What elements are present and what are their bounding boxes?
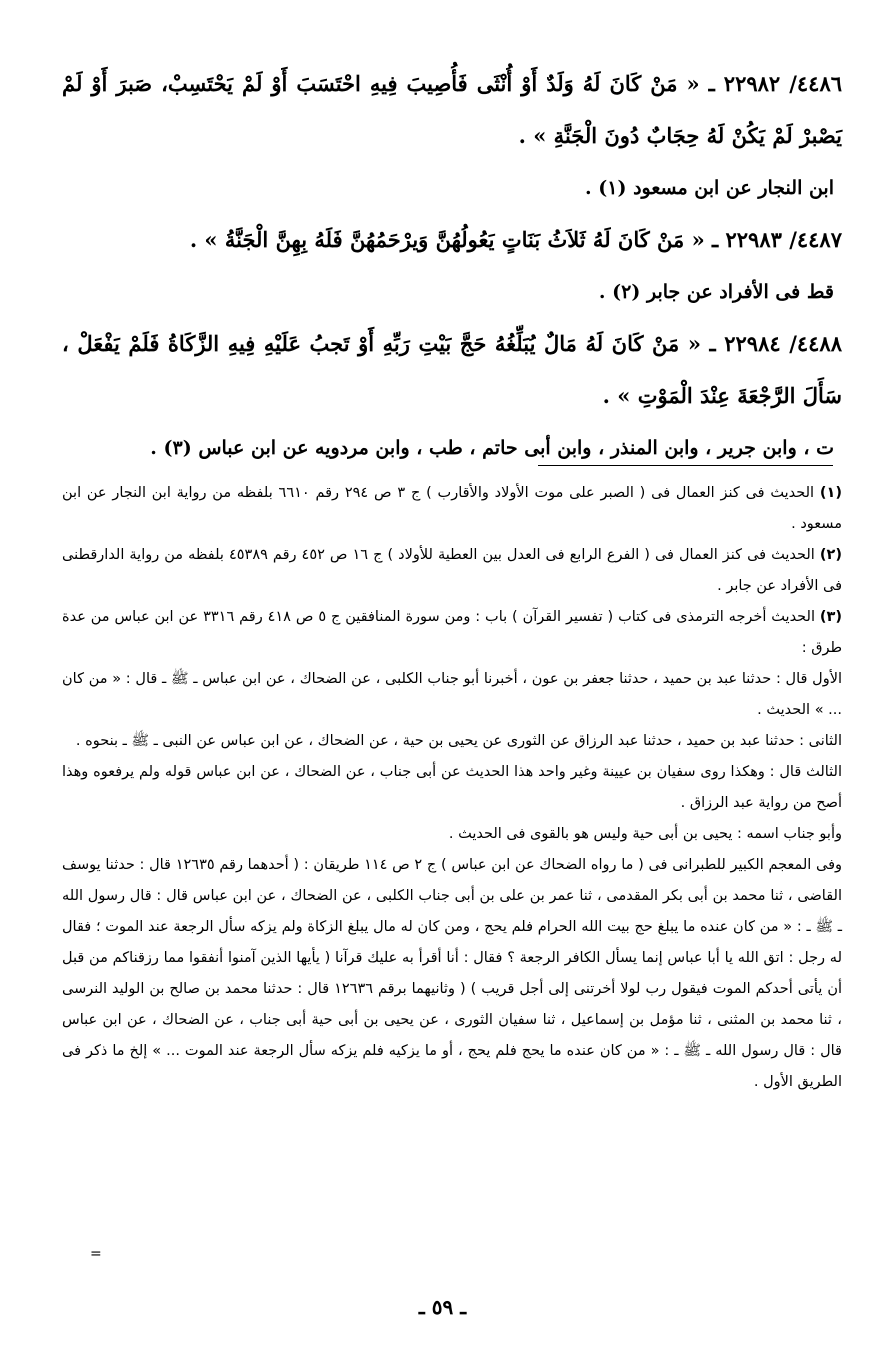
hadith-4486: ٤٤٨٦/ ٢٢٩٨٢ ـ « مَنْ كَانَ لَهُ وَلَدٌ أَوْ أُنْثَى فَأُصِيبَ فِيهِ احْتَسَبَ أَوْ لَمْ يَحْتَسِبْ، صَبرَ أَوْ لَمْ يَصْبرْ لَمْ يَكُنْ لَهُ حِجَابٌ دُونَ الْجَنَّةِ » . [62, 71, 843, 148]
hadith-4488: ٤٤٨٨/ ٢٢٩٨٤ ـ « مَنْ كَانَ لَهُ مَالٌ يُبَلِّغُهُ حَجَّ بَيْتِ رَبِّهِ أَوْ تَجبُ عَلَيْهِ فِيهِ الزَّكَاةُ فَلَمْ يَفْعَلْ ، سَأَلَ الرَّجْعَةَ عِنْدَ الْمَوْتِ » . [62, 331, 842, 408]
hadith-4487: ٤٤٨٧/ ٢٢٩٨٣ ـ « مَنْ كَانَ لَهُ ثَلاَثُ بَنَاتٍ يَعُولُهُنَّ وَيرْحَمُهُنَّ فَلَهُ بِهِنَّ الْجَنَّةُ » . [189, 227, 842, 252]
footnote-3 [62, 602, 842, 1098]
main-text [62, 58, 842, 474]
footnote-text: الحديث فى كنز العمال فى ( الصبر على موت الأولاد والأقارب ) ج ٣ ص ٢٩٤ رقم ٦٦١٠ بلفظه من رواية ابن النجار عن ابن مسعود . [62, 485, 842, 532]
footnotes [62, 478, 842, 1098]
footnote-number: (٣) [819, 609, 843, 625]
footnote-2 [62, 540, 842, 602]
footnote-text: الحديث فى كنز العمال فى ( الفرع الرابع فى العدل بين العطية للأولاد ) ج ١٦ ص ٤٥٢ رقم ٤٥٣٨٩ بلفظه من رواية الدارقطنى فى الأفراد عن جابر . [62, 547, 842, 594]
hadith-4486-source: ابن النجار عن ابن مسعود (١) . [585, 177, 834, 199]
footnote-paragraph: الثانى : حدثنا عبد بن حميد ، حدثنا عبد الرزاق عن الثورى عن يحيى بن حية ، عن الضحاك ، عن ابن عباس عن النبى ـ ﷺ ـ بنحوه . [75, 733, 842, 749]
footnote-number: (١) [819, 485, 843, 501]
footnote-number: (٢) [819, 547, 842, 563]
footnote-paragraph: وفى المعجم الكبير للطبرانى فى ( ما رواه الضحاك عن ابن عباس ) ج ٢ ص ١١٤ طريقان : ( أحدهما رقم ١٢٦٣٥ قال : حدثنا يوسف القاضى ، ثنا محمد بن أبى بكر المقدمى ، ثنا عمر بن على بن أبى جناب الكلبى ، عن الضحاك ، عن ابن عباس قال : قال رسول الله ـ ﷺ ـ : « من كان عنده ما يبلغ حج بيت الله الحرام فلم يحج ، ومن كان له مال يبلغ الزكاة ولم يزكه سأل الرجعة عند الموت ؛ فقال له رجل : اتق الله يا أبا عباس إنما يسأل الكافر الرجعة ؟ فقال : أنا أقرأ به عليك قرآنا ( يأيها الذين آمنوا أنفقوا مما رزقناكم من قبل أن يأتى أحدكم الموت فيقول رب لولا أخرتنى إلى أجل قريب ) ( وثانيهما برقم ١٢٦٣٦ قال : حدثنا محمد بن صالح بن الوليد النرسى ، ثنا محمد بن المثنى ، ثنا مؤمل بن إسماعيل ، ثنا سفيان الثورى ، عن يحيى بن أبى حية أبى جناب ، عن الضحاك ، عن ابن عباس قال : قال رسول الله ـ ﷺ ـ : « من كان عنده ما يحج فلم يحج ، أو ما يزكيه فلم يزكه سأل الرجعة عند الموت ... » إلخ ما ذكر فى الطريق الأول . [62, 857, 843, 1090]
footnote-separator [538, 465, 833, 466]
footnote-paragraph: الثالث قال : وهكذا روى سفيان بن عيينة وغير واحد هذا الحديث عن أبى جناب ، عن الضحاك ، عن ابن عباس قوله ولم يرفعوه وهذا أصح من رواية عبد الرزاق . [62, 764, 842, 811]
continuation-mark: = [90, 1246, 102, 1262]
hadith-4488-source: ت ، وابن جرير ، وابن المنذر ، وابن أبى حاتم ، طب ، وابن مردويه عن ابن عباس (٣) . [150, 437, 834, 459]
hadith-4487-source: قط فى الأفراد عن جابر (٢) . [598, 281, 834, 303]
footnote-1 [62, 478, 842, 540]
page-number: ـ ٥٩ ـ [418, 1295, 467, 1319]
footnote-paragraph: وأبو جناب اسمه : يحيى بن أبى حية وليس هو بالقوى فى الحديث . [448, 826, 842, 842]
footnote-paragraph: الأول قال : حدثنا عبد بن حميد ، حدثنا جعفر بن عون ، أخبرنا أبو جناب الكلبى ، عن الضحاك ، عن ابن عباس ـ ﷺ ـ قال : « من كان ... » الحديث . [62, 671, 842, 718]
footnote-text: الحديث أخرجه الترمذى فى كتاب ( تفسير القرآن ) باب : ومن سورة المنافقين ج ٥ ص ٤١٨ رقم ٣٣١٦ عن ابن عباس من عدة طرق : [62, 609, 842, 656]
